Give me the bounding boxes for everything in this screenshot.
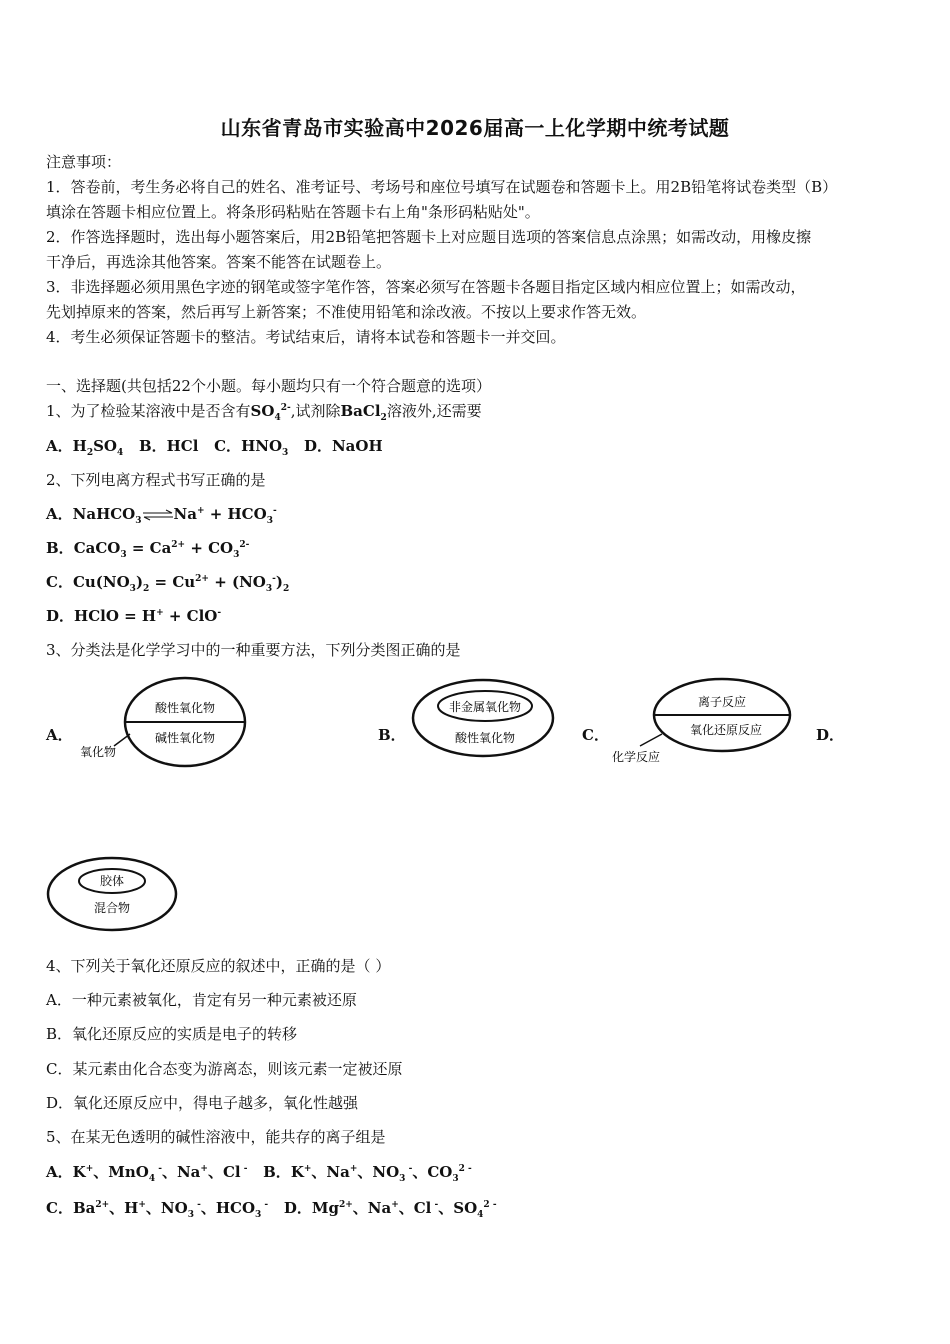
page-title: 山东省青岛市实验高中2026届高一上化学期中统考试题: [220, 116, 730, 140]
question-4-stem: 4、下列关于氧化还原反应的叙述中，正确的是（ ）: [46, 957, 391, 975]
option-b[interactable]: B．HCl: [138, 437, 199, 455]
notice-line: 3．非选择题必须用黑色字迹的钢笔或签字笔作答，答案必须写在答题卡各题目指定区域内相应位置上；如需改动，: [46, 278, 806, 296]
option-a[interactable]: A．$H_2SO_4$: [46, 437, 124, 458]
option-b-label[interactable]: B．: [378, 726, 406, 744]
question-5-stem: 5、在某无色透明的碱性溶液中，能共存的离子组是: [46, 1128, 386, 1146]
option-d[interactable]: D．$Mg^{2+}$、Na+、Cl -、$SO_4^{2 -}$: [283, 1199, 497, 1220]
option-d[interactable]: D．HClO = H+ + ClO-: [46, 607, 222, 625]
option-b[interactable]: B．CaCO$_3$ = $Ca^{2+} + CO_3^{2-}$: [46, 539, 250, 560]
label-oxide: 氧化物: [79, 745, 117, 759]
notice-line: 2．作答选择题时，选出每小题答案后，用2B铅笔把答题卡上对应题目选项的答案信息点涂黑；如需改动，用橡皮擦: [46, 228, 812, 246]
notice-line: 4．考生必须保证答题卡的整洁。考试结束后，请将本试卷和答题卡一并交回。: [46, 328, 566, 346]
diagram-d[interactable]: [44, 854, 184, 940]
option-c[interactable]: C．$HNO_3$: [214, 437, 289, 458]
option-c-label[interactable]: C．: [582, 726, 609, 744]
question-3-stem: 3、分类法是化学学习中的一种重要方法，下列分类图正确的是: [46, 641, 461, 659]
label-mixture: 混合物: [93, 901, 131, 915]
option-a[interactable]: A．一种元素被氧化，肯定有另一种元素被还原: [46, 991, 357, 1009]
option-a[interactable]: A．NaHCO$_3$ $Na^+ + HCO_3^-$: [46, 505, 277, 526]
label-acidic-oxide: 酸性氧化物: [154, 701, 216, 715]
option-d-label[interactable]: D．: [816, 726, 845, 744]
option-c[interactable]: C．$Cu(NO_3)_2 = Cu^{2+} + (NO_3^-)_2$: [46, 573, 290, 594]
question-5-options-ab: [46, 1162, 472, 1182]
option-b[interactable]: B．氧化还原反应的实质是电子的转移: [46, 1025, 298, 1043]
label-nonmetal-oxide: 非金属氧化物: [448, 700, 522, 714]
label-ionic-reaction: 离子反应: [697, 695, 747, 709]
notice-line: 干净后，再选涂其他答案。答案不能答在试题卷上。: [46, 253, 392, 271]
diagram-c[interactable]: [606, 675, 796, 774]
question-2-stem: 2、下列电离方程式书写正确的是: [46, 471, 266, 489]
label-chemical-reaction: 化学反应: [611, 750, 661, 764]
option-c[interactable]: C．$Ba^{2+}$、H+、$NO_3$ -、$HCO_3$ -: [46, 1199, 269, 1220]
notice-heading: 注意事项：: [46, 153, 122, 171]
notice-line: 1．答卷前，考生务必将自己的姓名、准考证号、考场号和座位号填写在试题卷和答题卡上。用2B铅笔将试卷类型（B）: [46, 178, 838, 196]
option-d[interactable]: D．氧化还原反应中，得电子越多，氧化性越强: [46, 1094, 359, 1112]
diagram-a[interactable]: [70, 672, 250, 776]
diagram-b[interactable]: [408, 676, 558, 764]
option-a-label[interactable]: A．: [46, 726, 73, 744]
notice-line: 填涂在答题卡相应位置上。将条形码粘贴在答题卡右上角"条形码粘贴处"。: [46, 203, 540, 221]
option-b[interactable]: B．K+、Na+、$NO_3$ -、$CO_3^{2 -}$: [263, 1163, 472, 1184]
reversible-arrow-icon: [142, 509, 174, 521]
question-1-stem: 1、为了检验某溶液中是否含有$SO_4^{2-}$,试剂除BaCl$_2$溶液外,还需要: [46, 402, 482, 423]
question-1-options: [46, 436, 383, 456]
section-heading: 一、选择题(共包括22个小题。每小题均只有一个符合题意的选项）: [46, 377, 491, 395]
label-colloid: 胶体: [99, 874, 125, 888]
label-redox-reaction: 氧化还原反应: [689, 723, 763, 737]
option-c[interactable]: C．某元素由化合态变为游离态，则该元素一定被还原: [46, 1060, 403, 1078]
notice-line: 先划掉原来的答案，然后再写上新答案；不准使用铅笔和涂改液。不按以上要求作答无效。: [46, 303, 647, 321]
label-acidic-oxide: 酸性氧化物: [454, 731, 516, 745]
question-5-options-cd: [46, 1198, 497, 1218]
label-basic-oxide: 碱性氧化物: [154, 731, 216, 745]
option-d[interactable]: D．NaOH: [303, 437, 383, 455]
option-a[interactable]: A．K+、MnO$_4$ -、Na+、Cl -: [46, 1163, 248, 1184]
